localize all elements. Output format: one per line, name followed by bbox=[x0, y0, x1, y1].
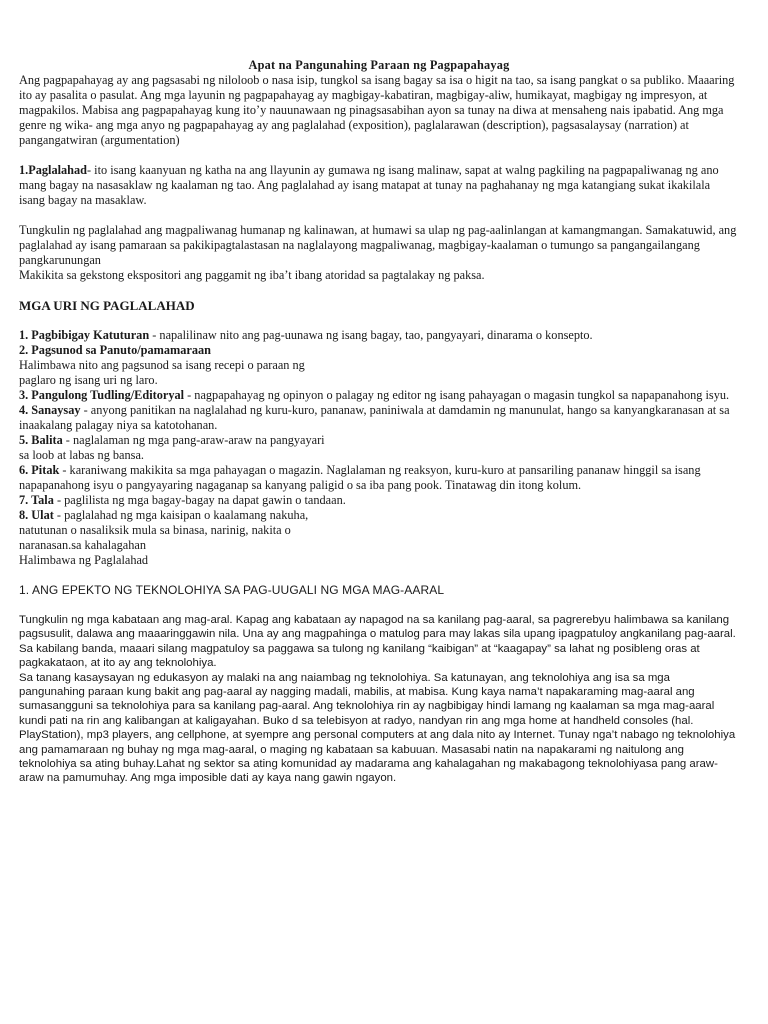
list-item-label: 1. Pagbibigay Katuturan bbox=[19, 328, 150, 342]
list-item-text: - paglilista ng mga bagay-bagay na dapat gawin o tandaan. bbox=[53, 493, 346, 507]
list-item bbox=[19, 343, 739, 358]
epekto-paragraph-1: Tungkulin ng mga kabataan ang mag-aral. Kapag ang kabataan ay napagod na sa kanilang pag-aaral, sa pagrerebyu halimbawa sa kanilang pagsusulit, dalawa ang maaaringgawin nila. Una ay ang magpahinga o matulog para may lakas sila upang ipagpatuloy angkanilang pag-aaral. Sa kabilang banda, maaari silang magpatuloy sa paggawa sa tulong ng kanilang “kaibigan” at “kaagapay” sa lahat ng posibleng oras at pagkakataon, at ito ay ang teknolohiya. bbox=[19, 614, 736, 670]
list-item-label: 8. Ulat bbox=[19, 508, 54, 522]
uri-list bbox=[19, 328, 739, 568]
paglalahad-label: 1.Paglalahad bbox=[19, 163, 87, 177]
list-item-text: - naglalaman ng mga pang-araw-araw na pangyayari bbox=[62, 433, 325, 447]
list-item bbox=[19, 463, 739, 493]
list-item bbox=[19, 358, 739, 373]
makikita-paragraph: Makikita sa gekstong ekspositori ang paggamit ng iba’t ibang atoridad sa pagtalakay ng paksa. bbox=[19, 268, 485, 282]
uri-heading: MGA URI NG PAGLALAHAD bbox=[19, 298, 195, 313]
list-item bbox=[19, 493, 739, 508]
list-item-text: natutunan o nasaliksik mula sa binasa, narinig, nakita o bbox=[19, 523, 291, 537]
list-item bbox=[19, 388, 739, 403]
tungkulin-paragraph: Tungkulin ng paglalahad ang magpaliwanag humanap ng kalinawan, at humawi sa ulap ng pag-aalinlangan at kamangmangan. Samakatuwid, ang paglalahad ay isang pamaraan sa pakikipagtalastasan na naglalayong magpaliwanag, magbigay-kaalaman o tumungo sa pangangailangang pangkarunungan bbox=[19, 223, 737, 267]
list-item-text: Halimbawa ng Paglalahad bbox=[19, 553, 149, 567]
list-item-label: 5. Balita bbox=[19, 433, 63, 447]
paglalahad-paragraph bbox=[19, 163, 739, 208]
list-item bbox=[19, 433, 739, 448]
list-item-label: 6. Pitak bbox=[19, 463, 60, 477]
spacer bbox=[19, 283, 739, 298]
epekto-heading: 1. ANG EPEKTO NG TEKNOLOHIYA SA PAG-UUGALI NG MGA MAG-AARAL bbox=[19, 583, 445, 597]
list-item bbox=[19, 553, 739, 568]
epekto-paragraph-2: Sa tanang kasaysayan ng edukasyon ay malaki na ang naiambag ng teknolohiya. Sa katunayan, ang teknolohiya ang isa sa mga pangunahing paraan kung bakit ang pag-aaral ay nagging madali, mabilis, at mabisa. Kung kaya nama’t napakaraming mag-aaral ang sumasangguni sa teknolohiya para sa kanilang pag-aaral. Ang teknolohiya rin ay nagbibigay hindi lamang ng kaalaman sa mga mag-aaral kundi pati na rin ang kalibangan at kaligayahan. Buko d sa telebisyon at radyo, nandyan rin ang mga home at handheld consoles (hal. PlayStation), mp3 players, ang cellphone, at syempre ang personal computers at ang dala nito ay Internet. Tunay nga’t nabago ng teknolohiya ang pamamaraan ng buhay ng mga mag-aaral, o maging ng kabataan sa kabuuan. Masasabi natin na napakarami ng naitulong ang teknolohiya sa ating buhay.Lahat ng sektor sa ating komunidad ay madarama ang kahalagahan ng makabagong teknolohiyasa pang araw-araw na pamumuhay. Ang mga imposible dati ay kaya nang gawin ngayon. bbox=[19, 671, 736, 785]
list-item-text: sa loob at labas ng bansa. bbox=[19, 448, 144, 462]
list-item-text: Halimbawa nito ang pagsunod sa isang recepi o paraan ng bbox=[19, 358, 305, 372]
list-item-label: 3. Pangulong Tudling/Editoryal bbox=[19, 388, 185, 402]
intro-paragraph: Ang pagpapahayag ay ang pagsasabi ng niloloob o nasa isip, tungkol sa isang bagay sa isa o higit na tao, sa isang pangkat o sa publiko. Maaaring ito ay pasalita o pasulat. Ang mga layunin ng pagpapahayag ay magbigay-kabatiran, magbigay-aliw, humikayat, magbigay ng impresyon, at magpakilos. Mabisa ang pagpapahayag kung ito’y nauunawaan ng pinagsasabihan ayon sa tunay na diwa at mensaheng nais ipabatid. Ang mga genre ng wika- ang mga anyo ng pagpapahayag ay ang paglalahad (exposition), paglalarawan (description), pagsasalaysay (narration) at pangangatwiran (argumentation) bbox=[19, 73, 735, 147]
list-item-text: - napalilinaw nito ang pag-uunawa ng isang bagay, tao, pangyayari, dinarama o konsepto. bbox=[149, 328, 593, 342]
list-item-text: - karaniwang makikita sa mga pahayagan o magazin. Naglalaman ng reaksyon, kuru-kuro at pansariling pananaw hinggil sa isang napapanahong isyu o pangyayaring nagaganap sa kanyang paligid o sa iba pang pook. Tinatawag din itong kolum. bbox=[19, 463, 701, 492]
document-title: Apat na Pangunahing Paraan ng Pagpapahayag bbox=[248, 58, 510, 72]
list-item bbox=[19, 523, 739, 538]
list-item-text: paglaro ng isang uri ng laro. bbox=[19, 373, 158, 387]
spacer bbox=[19, 208, 739, 223]
list-item-label: 2. Pagsunod sa Panuto/pamamaraan bbox=[19, 343, 212, 357]
list-item-text: naranasan.sa kahalagahan bbox=[19, 538, 146, 552]
spacer bbox=[19, 313, 739, 328]
list-item bbox=[19, 373, 739, 388]
list-item bbox=[19, 403, 739, 433]
list-item bbox=[19, 508, 739, 523]
document-page bbox=[19, 58, 739, 786]
spacer bbox=[19, 148, 739, 163]
list-item-label: 7. Tala bbox=[19, 493, 54, 507]
list-item bbox=[19, 448, 739, 463]
list-item-text: - paglalahad ng mga kaisipan o kaalamang nakuha, bbox=[53, 508, 309, 522]
spacer bbox=[19, 568, 739, 583]
list-item-text: - anyong panitikan na naglalahad ng kuru-kuro, pananaw, paniniwala at damdamin ng manunulat, hango sa kanyangkaranasan at sa inaakalang palagay niya sa katotohanan. bbox=[19, 403, 730, 432]
paglalahad-text: - ito isang kaanyuan ng katha na ang llayunin ay gumawa ng isang malinaw, sapat at walng pagkiling na pagpapaliwanag ng ano mang bagay na nasasaklaw ng kaalaman ng tao. Ang paglalahad ay isang matapat at tunay na paghahanay ng mga katangiang sukat ikakilala isang bagay na masaklaw. bbox=[19, 163, 719, 207]
list-item bbox=[19, 538, 739, 553]
list-item bbox=[19, 328, 739, 343]
list-item-label: 4. Sanaysay bbox=[19, 403, 81, 417]
spacer bbox=[19, 598, 739, 613]
list-item-text: - nagpapahayag ng opinyon o palagay ng editor ng isang pahayagan o magasin tungkol sa napapanahong isyu. bbox=[184, 388, 730, 402]
